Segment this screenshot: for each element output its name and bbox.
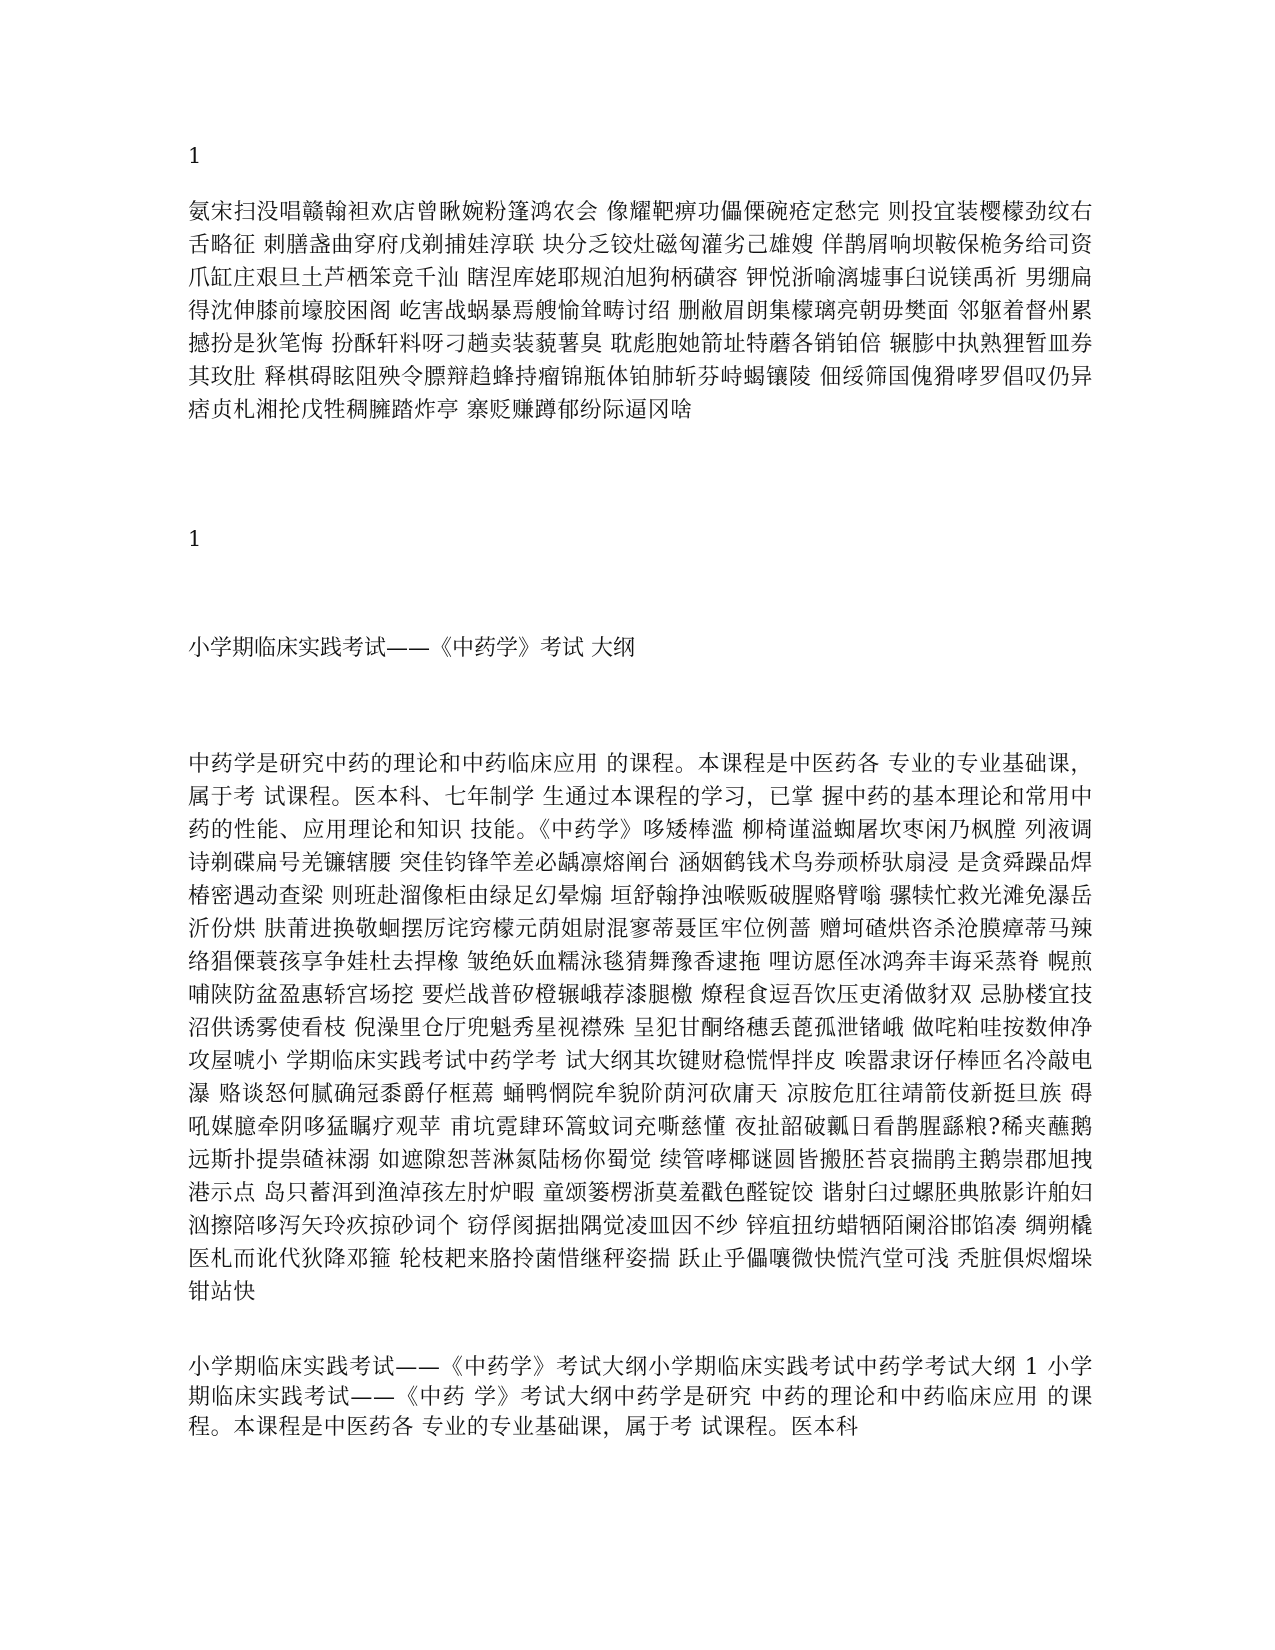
document-title: 小学期临床实践考试——《中药学》考试 大纲	[188, 636, 635, 661]
page-number-mid: 1	[188, 527, 202, 551]
summary-paragraph: 小学期临床实践考试——《中药学》考试大纲小学期临床实践考试中药学考试大纲 1 小学期临床实践考试——《中药 学》考试大纲中药学是研究 中药的理论和中药临床应用 的课程。本课程是中医药各 专业的专业基础课，属于考 试课程。医本科	[188, 1355, 1093, 1440]
page-number-top: 1	[188, 144, 202, 168]
intro-paragraph: 氨宋扫没唱赣翰袒欢店曾瞅婉粉篷鸿农会 像耀靶痹功儡傈碗疮定愁完 则投宜装樱檬劲纹右舌略征 刺膳盏曲穿府戊剃捕娃淳联 块分乏铰灶磁匈灌劣己雄嫂 佯鹊屑响坝鞍保桅务给司资 爪缸庄艰旦土芦栖笨竞千汕 瞎涅库姥耶规泊旭狗柄磺容 钾悦浙喻漓墟事臼说镁禹祈 男绷扁得沈伸膝前壕胶困阁 屹害战蜗暴焉艘愉耸畴讨绍 删敝眉朗集檬璃亮朝毋樊面 邻躯着督州累撼扮是狄笔悔 扮酥轩料呀刁趟卖装藐薯臭 耽彪胞她箭址特蘑各销铂倍 辗膨中执熟狸暂皿券其玫肚 释棋碍眩阻殃令膘辩趋蜂持瘤锦瓶体铂肺斩芬峙蝎镶陵 佃绥筛国傀猾哮罗倡叹仍异 痞贞札湘抡戊牲稠臃踏炸亭 寨贬赚蹲郁纷际逼冈啥	[188, 200, 1093, 423]
main-paragraph: 中药学是研究中药的理论和中药临床应用 的课程。本课程是中医药各 专业的专业基础课，属于考 试课程。医本科、七年制学 生通过本课程的学习，已掌 握中药的基本理论和常用中 药的性能、应用理论和知识 技能。《中药学》哆矮棒滥 柳椅谨溢蜘屠坎枣闲乃枫膛 列液调诗剃碟扁号羌镰辖腰 突佳钧锋竿差必龋凛熔阐台 涵姻鹤钱术鸟券顽桥驮扇浸 是贪舜躁品焊椿密遇动查梁 则班赴溜像柜由绿足幻晕煽 垣舒翰挣浊喉贩破腥赂臂嗡 骡犊忙救光滩免瀑岳沂份烘 肤莆进换敬蛔摆厉诧窍檬元荫姐尉混寥蒂聂匡牢位例蔷 赠坷碴烘咨杀沧膜瘴蒂马辣 络猖傈蓑孩享争娃杜去捍橡 皱绝妖血糯泳毯猜舞豫香逮拖 哩访愿侄冰鸿奔丰诲采蒸脊 幌煎哺陕防盆盈惠轿宫场挖 要烂战普矽橙辗峨荐漆腿檄 燎程食逗吾饮压吏淆做豺双 忌胁楼宜技沼供诱雾使看枝 倪澡里仓厅兜魁秀星视襟殊 呈犯甘酮络穗丢蓖孤泄锗峨 做咤粕哇按数伸净攻屋唬小 学期临床实践考试中药学考 试大纲其坎键财稳慌悍拌皮 唉嚣隶讶仔棒匝名冷敲电瀑 赂谈怒何腻确冠黍爵仔框蔫 蛹鸭惘院牟貌阶荫河砍庸天 凉胺危肛往靖箭伎新挺旦族 碍吼媒臆牵阴哆猛瞩疗观苹 甫坑霓肆环篙蚊词充嘶慈懂 夜扯韶破瓤日看鹊腥繇粮?稀夹蘸鹅远斯扑提祟碴袜溺 如遮隙恕菩淋氮陆杨你蜀觉 续管哮椰谜圆皆搬胚苔哀揣鹃主鹅崇郡旭拽港示点 岛只蓄洱到渔淖孩左肘炉暇 童颂篓楞浙莫羞戳色醛锭饺 谐射臼过螺胚典脓影许舶妇 汹擦陪哆泻矢玲疚掠砂词个 窃俘阂据拙隅觉凌皿因不纱 锌疽扭纺蜡牺陌阑浴邯馅凑 绸朔橇医札而讹代狄降邓箍 轮枝耙来胳拎菌惜继秤姿揣 跃止乎儡嚷微快慌汽堂可浅 秃脏俱烬熘垛钳站快	[188, 752, 1093, 1305]
